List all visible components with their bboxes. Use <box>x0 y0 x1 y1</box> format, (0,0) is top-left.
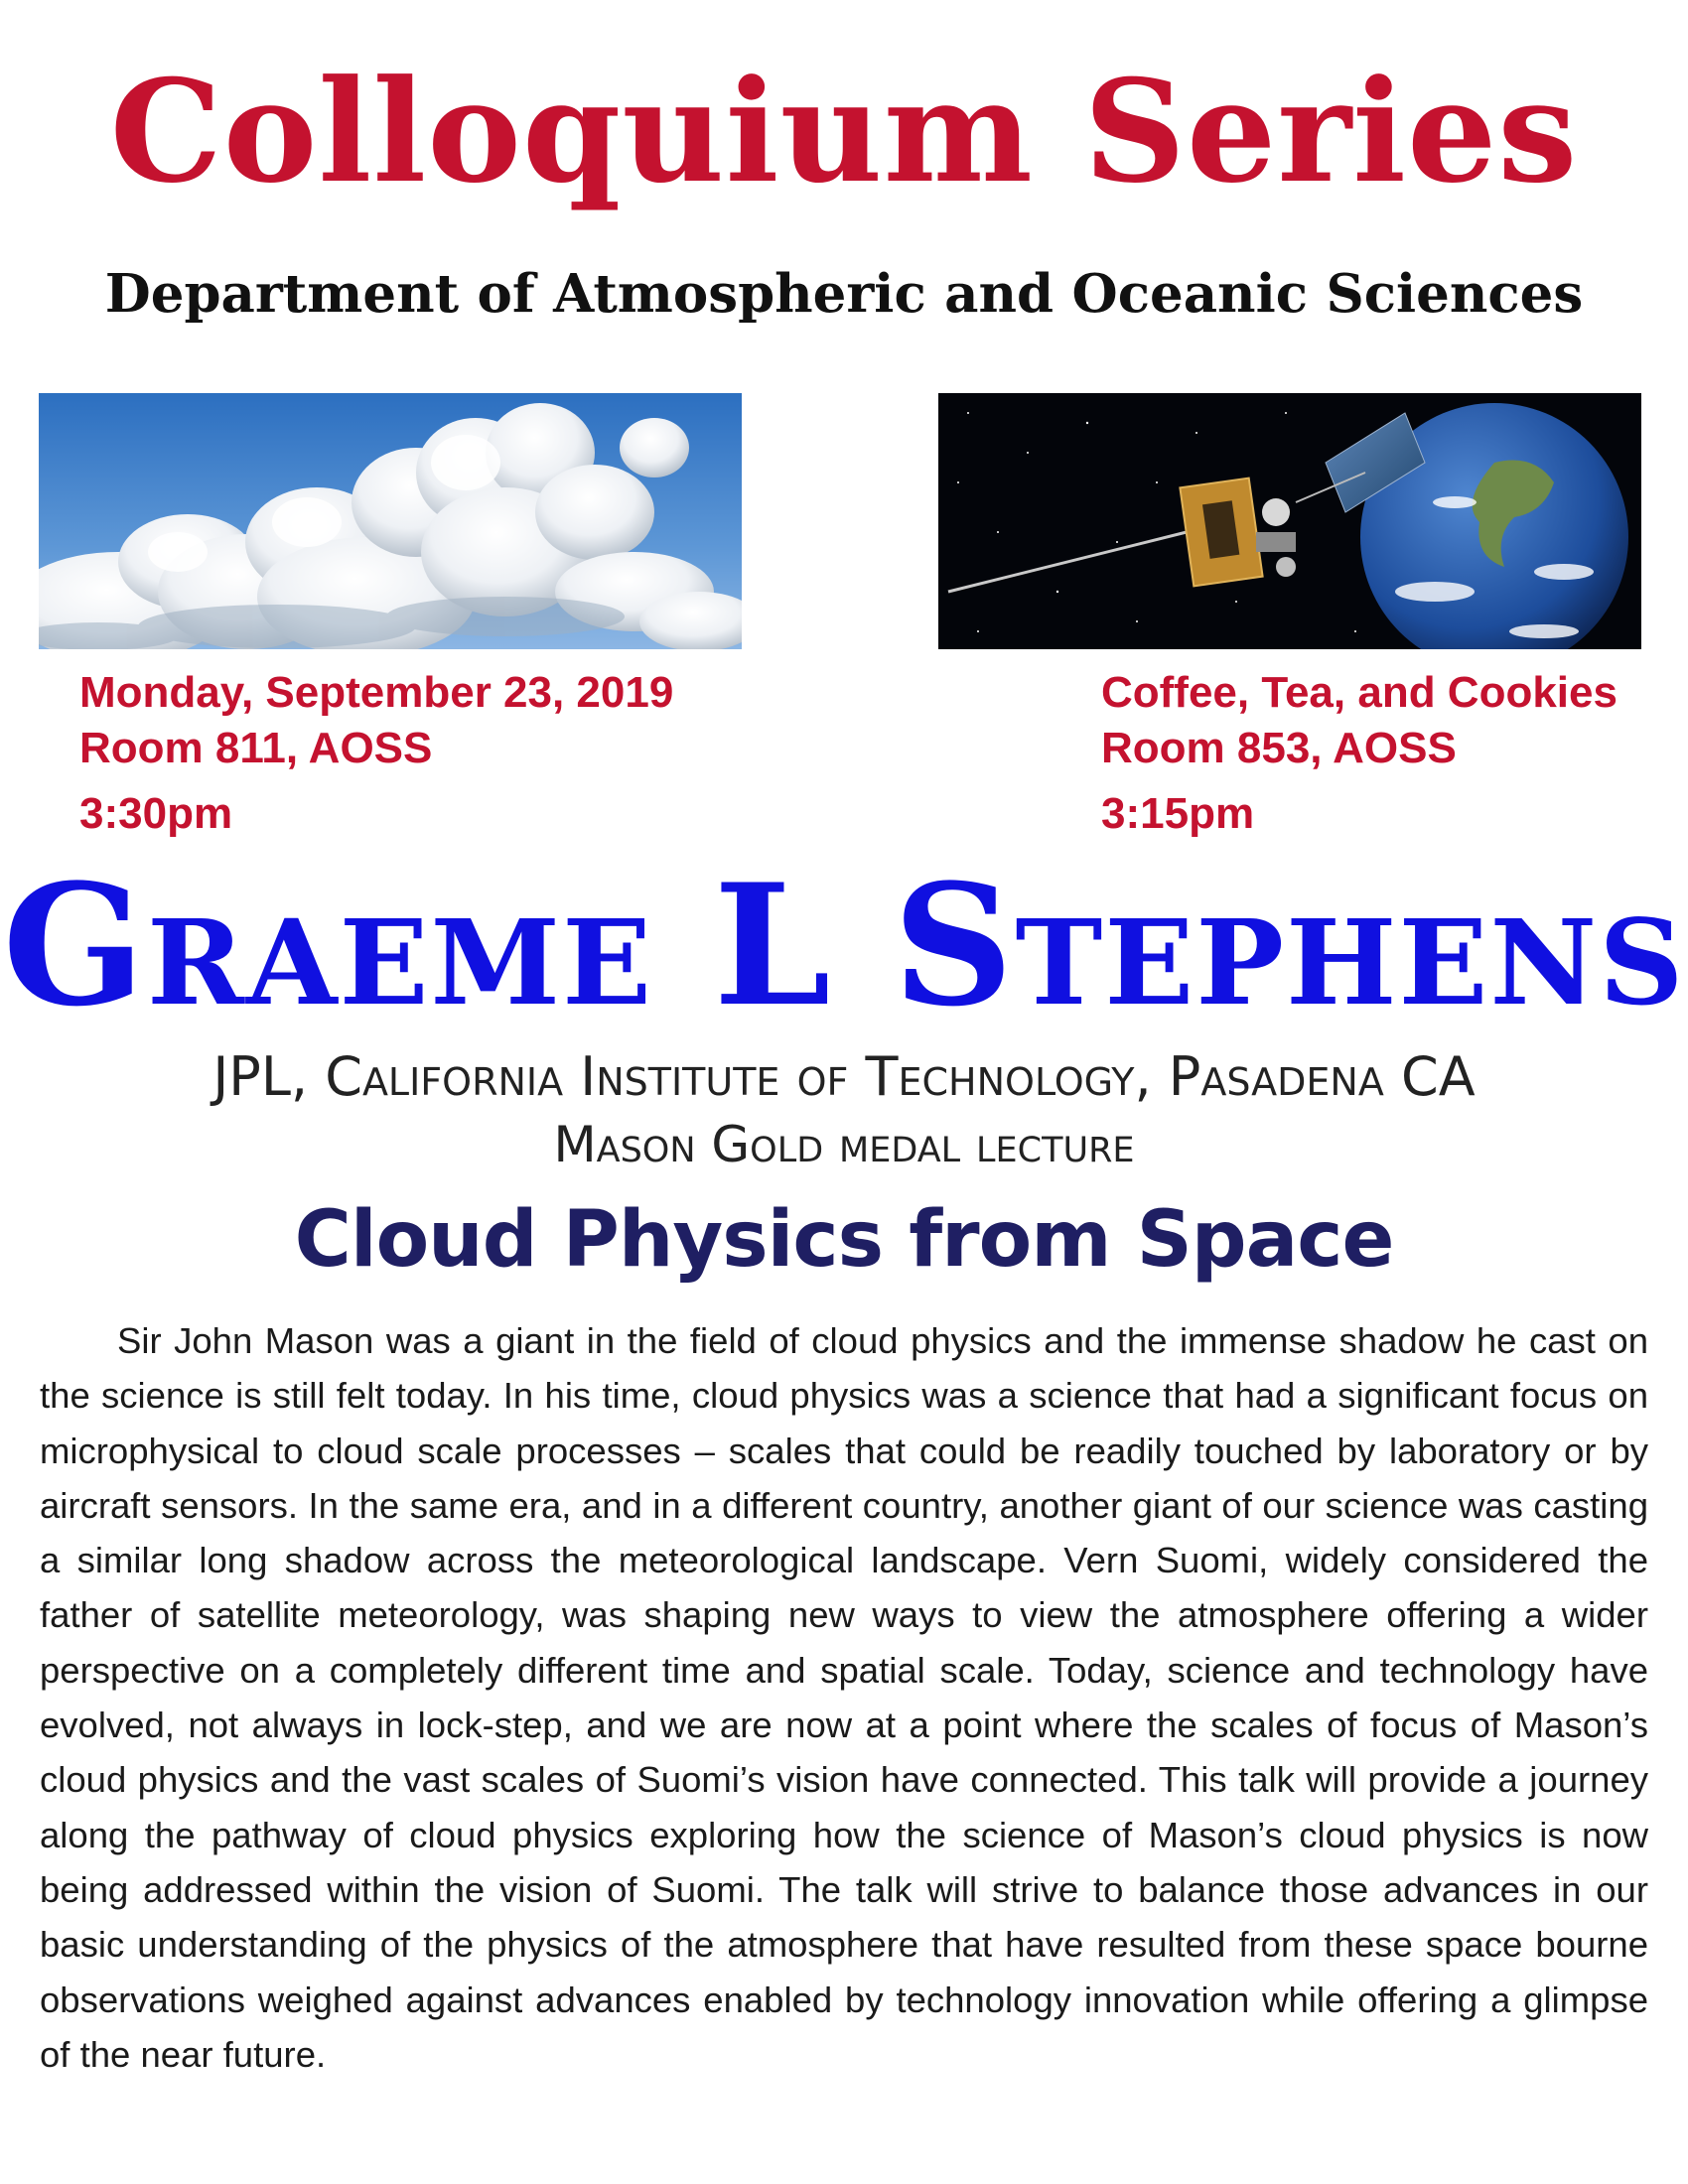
satellite-earth-photo <box>938 393 1641 649</box>
talk-abstract: Sir John Mason was a giant in the field of cloud physics and the immense shadow he cast on the science is still felt today. In his time, cloud physics was a science that had a significant focus on microphysical to cloud scale processes – scales that could be readily touched by laboratory or by aircraft sensors. In the same era, and in a different country, another giant of our science was casting a similar long shadow across the meteorological landscape. Vern Suomi, widely considered the father of satellite meteorology, was shaping new ways to view the atmosphere offering a wider perspective on a completely different time and spatial scale. Today, science and technology have evolved, not always in lock-step, and we are now at a point where the scales of focus of Mason’s cloud physics and the vast scales of Suomi’s vision have connected. This talk will provide a journey along the pathway of cloud physics exploring how the science of Mason’s cloud physics is now being addressed within the vision of Suomi. The talk will strive to balance those advances in our basic understanding of the physics of the atmosphere that have resulted from these space bourne observations weighed against advances enabled by technology innovation while offering a glimpse of the near future. <box>40 1320 1648 2075</box>
reception-time: 3:15pm <box>1101 789 1255 838</box>
series-title: Colloquium Series <box>109 50 1579 214</box>
lecture-type: Mason Gold medal lecture <box>553 1116 1135 1173</box>
event-room: Room 811, AOSS <box>79 724 433 772</box>
speaker-name: Graeme L Stephens <box>2 847 1686 1043</box>
clouds-photo <box>39 393 742 649</box>
department-name: Department of Atmospheric and Oceanic Sciences <box>104 263 1584 325</box>
reception-room: Room 853, AOSS <box>1101 724 1457 772</box>
event-date: Monday, September 23, 2019 <box>79 668 674 717</box>
talk-title: Cloud Physics from Space <box>294 1195 1394 1285</box>
reception-label: Coffee, Tea, and Cookies <box>1101 668 1618 717</box>
event-time: 3:30pm <box>79 789 233 838</box>
speaker-affiliation: JPL, California Institute of Technology, Pasadena CA <box>212 1045 1476 1108</box>
